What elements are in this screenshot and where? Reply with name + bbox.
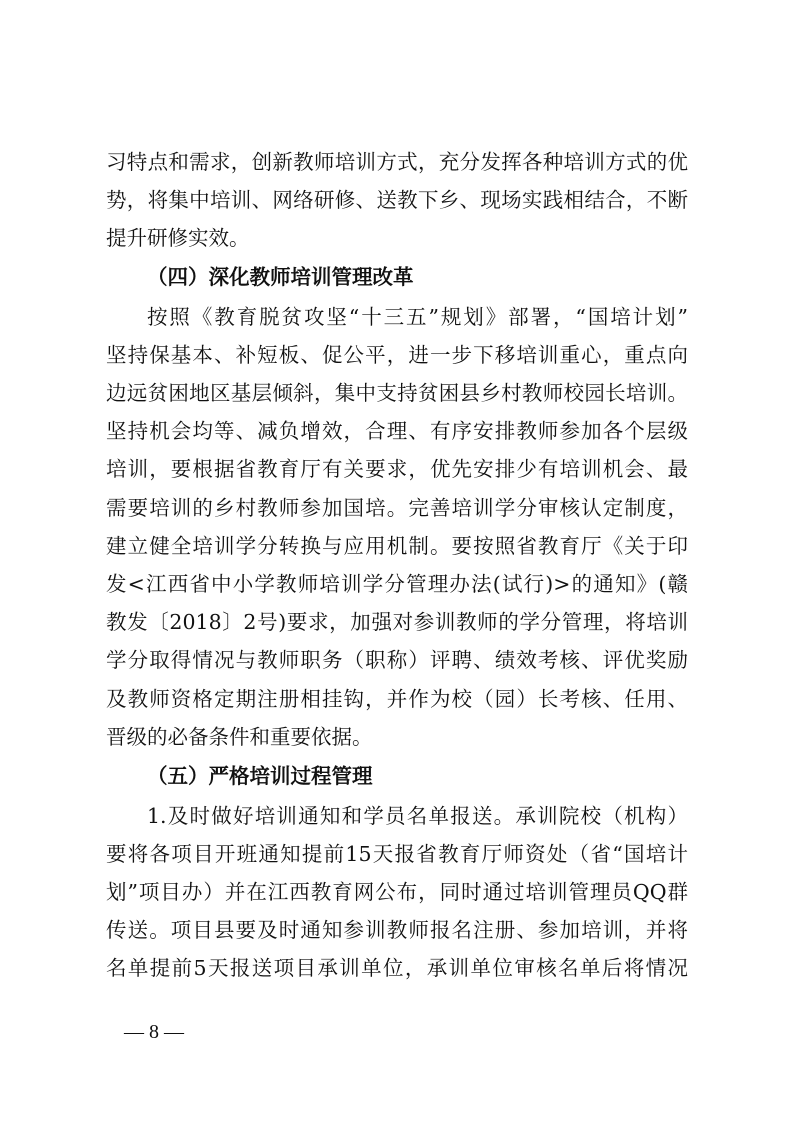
body-text-line: 提升研修实效。 xyxy=(106,226,250,250)
section-heading: （五）严格培训过程管理 xyxy=(147,764,373,788)
body-text-line: 要将各项目开班通知提前15天报省教育厅师资处（省“国培计 xyxy=(106,842,688,866)
body-text-line: 及教师资格定期注册相挂钩，并作为校（园）长考核、任用、 xyxy=(106,687,688,711)
body-text-line: 划”项目办）并在江西教育网公布，同时通过培训管理员QQ群 xyxy=(106,880,688,904)
body-text-line: 需要培训的乡村教师参加国培。完善培训学分审核认定制度， xyxy=(106,496,688,520)
body-text-line: 教发〔2018〕2号)要求，加强对参训教师的学分管理，将培训 xyxy=(106,610,688,634)
body-text-line: 传送。项目县要及时通知参训教师报名注册、参加培训，并将 xyxy=(106,918,688,942)
body-text-line: 晋级的必备条件和重要依据。 xyxy=(106,725,373,749)
body-text-line: 按照《教育脱贫攻坚“十三五”规划》部署，“国培计划” xyxy=(147,305,688,329)
body-text-line: 学分取得情况与教师职务（职称）评聘、绩效考核、评优奖励 xyxy=(106,648,688,672)
body-text-line: 边远贫困地区基层倾斜，集中支持贫困县乡村教师校园长培训。 xyxy=(106,381,688,405)
body-text-line: 名单提前5天报送项目承训单位，承训单位审核名单后将情况 xyxy=(106,956,688,980)
body-text-line: 坚持保基本、补短板、促公平，进一步下移培训重心，重点向 xyxy=(106,343,688,367)
body-text-line: 培训，要根据省教育厅有关要求，优先安排少有培训机会、最 xyxy=(106,457,688,481)
body-text-line: 习特点和需求，创新教师培训方式，充分发挥各种培训方式的优 xyxy=(106,150,688,174)
body-text-line: 发<江西省中小学教师培训学分管理办法(试行)>的通知》(赣 xyxy=(106,572,688,596)
page-number: — 8 — xyxy=(124,1021,184,1043)
body-text-line: 1.及时做好培训通知和学员名单报送。承训院校（机构） xyxy=(147,804,688,828)
body-text-line: 势，将集中培训、网络研修、送教下乡、现场实践相结合，不断 xyxy=(106,188,688,212)
section-heading: （四）深化教师培训管理改革 xyxy=(147,265,414,289)
body-text-line: 建立健全培训学分转换与应用机制。要按照省教育厅《关于印 xyxy=(106,534,688,558)
body-text-line: 坚持机会均等、减负增效，合理、有序安排教师参加各个层级 xyxy=(106,419,688,443)
